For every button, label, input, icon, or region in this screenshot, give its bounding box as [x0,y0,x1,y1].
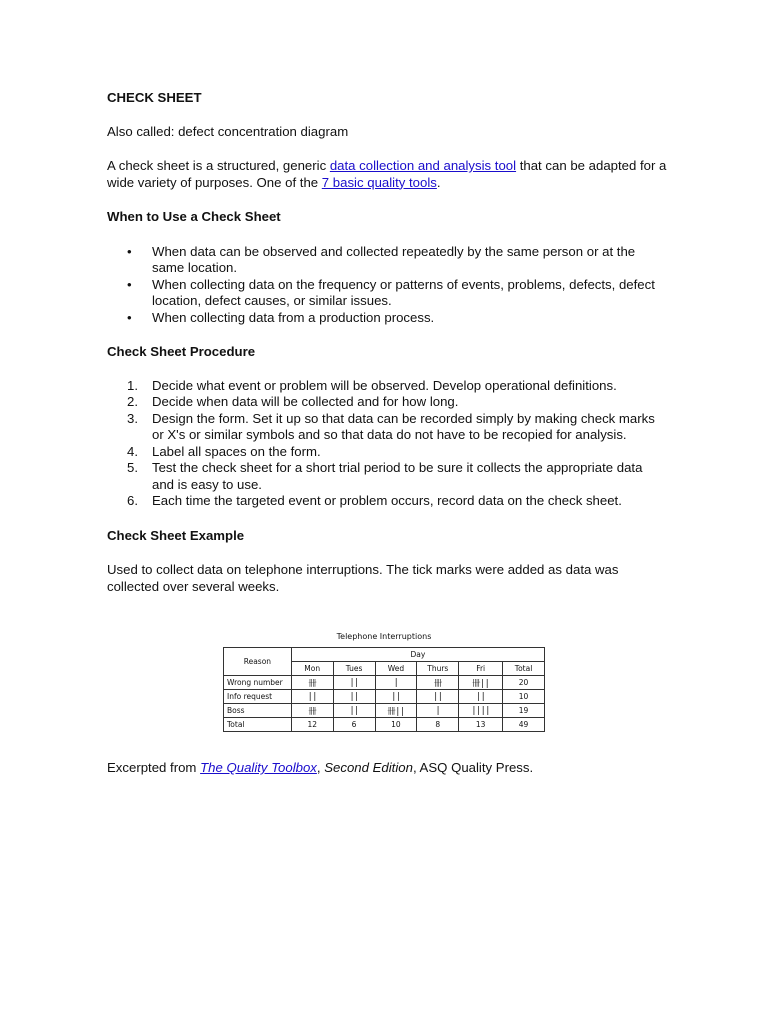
when-to-use-heading: When to Use a Check Sheet [107,209,281,224]
tally-cell: 卌|| [375,704,417,718]
total-cell: 6 [333,718,375,732]
excerpt-line: Excerpted from The Quality Toolbox, Second Edition, ASQ Quality Press. [107,760,534,775]
table-row [224,718,545,732]
list-item: 4. Label all spaces on the form. [127,443,321,459]
when-to-use-list [107,244,667,327]
list-item: • When collecting data from a production process. [107,310,667,327]
tally-cell: || [291,690,333,704]
tally-cell: || [333,676,375,690]
data-collection-tool-link[interactable]: data collection and analysis tool [329,158,517,173]
check-sheet-table [223,647,545,732]
total-cell: 13 [459,718,503,732]
table-row [224,704,545,718]
reason-header: Reason [224,648,292,676]
intro-paragraph: A check sheet is a structured, generic data collection and analysis tool that can be adapted for a wide variety of purposes. One of the 7 basic quality tools. [107,158,667,190]
document-body [107,90,667,595]
list-item: 5. Test the check sheet for a short trial period to be sure it collects the appropriate data and is easy to use. [127,460,643,492]
table-row [224,676,545,690]
column-header: Mon [291,662,333,676]
procedure-heading: Check Sheet Procedure [107,344,256,359]
list-item: • When collecting data on the frequency or patterns of events, problems, defects, defect location, defect causes, or similar issues. [107,277,667,310]
list-item: 2. Decide when data will be collected and for how long. [127,394,459,409]
column-header: Total [503,662,545,676]
total-cell: 20 [503,676,545,690]
row-label: Wrong number [224,676,292,690]
figure-caption: Telephone Interruptions [336,632,432,641]
total-cell: 19 [503,704,545,718]
example-heading: Check Sheet Example [107,527,245,543]
column-header: Fri [459,662,503,676]
basic-quality-tools-link[interactable]: 7 basic quality tools [321,174,437,190]
telephone-interruptions-figure [223,632,545,732]
tally-cell: 卌 [291,676,333,690]
quality-toolbox-link[interactable]: The Quality Toolbox [200,760,317,775]
list-item: 3. Design the form. Set it up so that data can be recorded simply by making check marks or X's or similar symbols and so that data do not have to be recopied for analysis. [127,410,655,442]
tally-cell: 卌 [291,704,333,718]
total-cell: 10 [375,718,417,732]
also-called-text: Also called: defect concentration diagram [107,123,349,139]
list-item: • When data can be observed and collected repeatedly by the same person or at the same location. [107,244,667,277]
day-header: Day [291,648,544,662]
total-cell: 10 [503,690,545,704]
tally-cell: | [417,704,459,718]
column-header: Thurs [417,662,459,676]
row-label: Info request [224,690,292,704]
total-cell: 12 [291,718,333,732]
column-header: Wed [375,662,417,676]
total-cell: 8 [417,718,459,732]
tally-cell: | [375,676,417,690]
row-label: Boss [224,704,292,718]
tally-cell: |||| [459,704,503,718]
total-cell: 49 [503,718,545,732]
tally-cell: || [459,690,503,704]
tally-cell: || [333,704,375,718]
list-item: 6. Each time the targeted event or problem occurs, record data on the check sheet. [127,493,622,508]
example-paragraph: Used to collect data on telephone interruptions. The tick marks were added as data was collected over several weeks. [107,562,619,594]
page-title: CHECK SHEET [107,90,202,105]
column-header: Tues [333,662,375,676]
row-label: Total [224,718,292,732]
tally-cell: 卌|| [459,676,503,690]
tally-cell: 卌 [417,676,459,690]
tally-cell: || [417,690,459,704]
tally-cell: || [333,690,375,704]
procedure-list [107,378,667,510]
tally-cell: || [375,690,417,704]
list-item: 1. Decide what event or problem will be observed. Develop operational definitions. [127,377,617,393]
table-row [224,690,545,704]
